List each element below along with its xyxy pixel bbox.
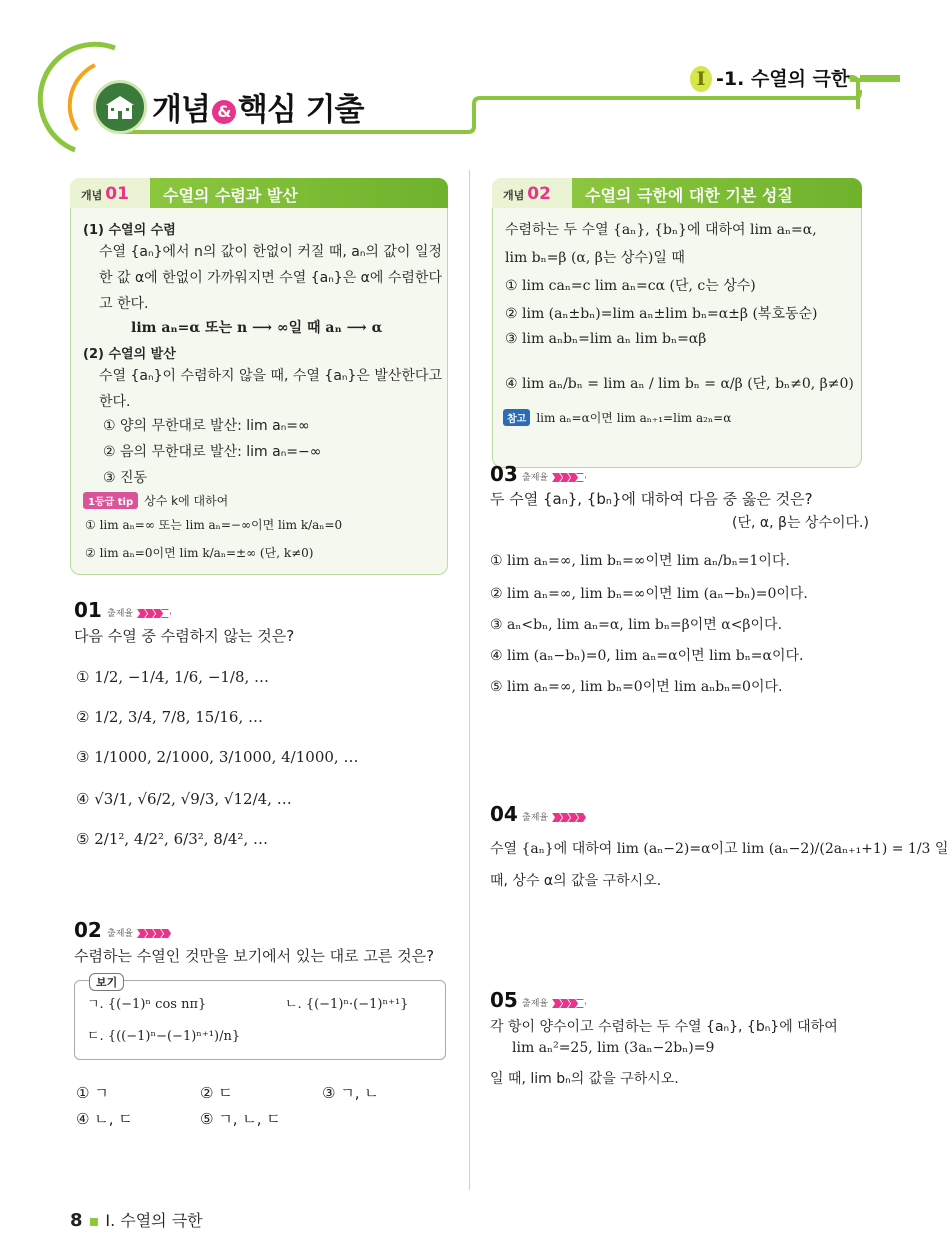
answer-choice[interactable]: ④ lim (aₙ−bₙ)=0, lim aₙ=α이면 lim bₙ=α이다. <box>490 648 804 664</box>
property-item: ① lim caₙ=c lim aₙ=cα (단, c는 상수) <box>505 278 756 294</box>
question-formula: lim aₙ²=25, lim (3aₙ−2bₙ)=9 <box>512 1040 715 1056</box>
concept-text: 수열 {aₙ}이 수렴하지 않을 때, 수열 {aₙ}은 발산한다고 <box>99 368 442 384</box>
question-stem: 다음 수열 중 수렴하지 않는 것은? <box>74 627 295 645</box>
concept-item: ① 양의 무한대로 발산: lim aₙ=∞ <box>103 418 310 434</box>
page-footer <box>70 1208 203 1231</box>
header-step-line <box>460 90 900 140</box>
answer-choice[interactable]: ⑤ 2/1², 4/2², 6/3², 8/4², … <box>76 830 268 848</box>
answer-choice[interactable]: ① 1/2, −1/4, 1/6, −1/8, … <box>76 668 270 686</box>
school-icon <box>93 80 147 134</box>
tip-badge: 1등급 tip <box>83 492 138 509</box>
difficulty-label: 출제율 <box>107 606 169 619</box>
tip-item: ① lim aₙ=∞ 또는 lim aₙ=−∞이면 lim k/aₙ=0 <box>85 518 343 532</box>
concept-item: ② 음의 무한대로 발산: lim aₙ=−∞ <box>103 444 322 460</box>
reference-line: 참고 lim aₙ=α이면 lim aₙ₊₁=lim a₂ₙ=α <box>503 409 731 426</box>
concept-box-01 <box>70 178 448 575</box>
concept-title: 수열의 수렴과 발산 <box>163 186 298 205</box>
question-number: 02 <box>74 918 102 942</box>
difficulty-arrows <box>552 813 584 823</box>
answer-choice[interactable]: ② lim aₙ=∞, lim bₙ=∞이면 lim (aₙ−bₙ)=0이다. <box>490 586 808 602</box>
concept-title: 수열의 극한에 대한 기본 성질 <box>585 186 793 205</box>
footer-dot: ▪ <box>88 1211 100 1230</box>
question-stem: 일 때, lim bₙ의 값을 구하시오. <box>490 1071 679 1087</box>
property-item: ② lim (aₙ±bₙ)=lim aₙ±lim bₙ=α±β (복호동순) <box>505 306 818 322</box>
header-line <box>120 130 465 134</box>
question-number: 01 <box>74 598 102 622</box>
concept-text: 한 값 α에 한없이 가까워지면 수열 {aₙ}은 α에 수렴한다 <box>99 270 442 286</box>
difficulty-label: 출제율 <box>522 996 584 1009</box>
difficulty-arrows <box>137 929 169 939</box>
tip-line: 1등급 tip 상수 k에 대하여 <box>83 492 228 509</box>
difficulty-label: 출제율 <box>522 470 584 483</box>
question-number: 04 <box>490 802 518 826</box>
bogi-item: ㄷ. {((−1)ⁿ−(−1)ⁿ⁺¹)/n} <box>87 1029 241 1044</box>
tip-item: ② lim aₙ=0이면 lim k/aₙ=±∞ (단, k≠0) <box>85 546 314 560</box>
question-number: 05 <box>490 988 518 1012</box>
ampersand-badge: & <box>212 100 236 124</box>
answer-choice[interactable]: ① ㄱ <box>76 1084 109 1102</box>
concept-item: ③ 진동 <box>103 470 148 486</box>
answer-choice[interactable]: ③ ㄱ, ㄴ <box>322 1084 379 1102</box>
bogi-label: 보기 <box>89 973 124 991</box>
bogi-item: ㄱ. {(−1)ⁿ cos nπ} <box>87 997 207 1012</box>
chapter-label: I -1. 수열의 극한 <box>690 64 849 92</box>
formula: lim aₙ=α 또는 n ⟶ ∞일 때 aₙ ⟶ α <box>131 320 383 336</box>
concept-box-02 <box>492 178 862 468</box>
concept-tag: 개념 01 <box>81 184 129 204</box>
answer-choice[interactable]: ① lim aₙ=∞, lim bₙ=∞이면 lim aₙ/bₙ=1이다. <box>490 553 790 569</box>
difficulty-arrows <box>552 999 584 1009</box>
property-item: ③ lim aₙbₙ=lim aₙ lim bₙ=αβ <box>505 331 707 347</box>
difficulty-label: 출제율 <box>522 810 584 823</box>
reference-badge: 참고 <box>503 409 530 426</box>
footer-chapter: I. 수열의 극한 <box>105 1211 203 1230</box>
header-corner <box>848 75 860 109</box>
section-heading: (1) 수열의 수렴 <box>83 223 176 238</box>
bogi-box <box>74 976 446 1060</box>
answer-choice[interactable]: ④ √3/1, √6/2, √9/3, √12/4, … <box>76 790 292 808</box>
difficulty-label: 출제율 <box>107 926 169 939</box>
property-item: ④ lim aₙ/bₙ = lim aₙ / lim bₙ = α/β (단, bₙ≠0, β≠0) <box>505 376 854 392</box>
question-stem: 두 수열 {aₙ}, {bₙ}에 대하여 다음 중 옳은 것은? <box>490 490 813 508</box>
concept-text: 고 한다. <box>99 296 149 312</box>
question-stem: 수열 {aₙ}에 대하여 lim (aₙ−2)=α이고 lim (aₙ−2)/(2aₙ₊₁+1) = 1/3 일 <box>490 841 948 857</box>
question-note: (단, α, β는 상수이다.) <box>732 515 869 531</box>
difficulty-arrows <box>552 473 584 483</box>
concept-text: 한다. <box>99 394 131 410</box>
header-line-end <box>860 75 900 79</box>
question-number: 03 <box>490 462 518 486</box>
difficulty-arrows <box>137 609 169 619</box>
answer-choice[interactable]: ② ㄷ <box>200 1084 233 1102</box>
question-stem: 각 항이 양수이고 수렴하는 두 수열 {aₙ}, {bₙ}에 대하여 <box>490 1019 838 1035</box>
page-title: 개념 & 핵심 기출 <box>152 92 364 128</box>
answer-choice[interactable]: ⑤ ㄱ, ㄴ, ㄷ <box>200 1110 281 1128</box>
question-stem: 수렴하는 수열인 것만을 보기에서 있는 대로 고른 것은? <box>74 947 435 965</box>
answer-choice[interactable]: ⑤ lim aₙ=∞, lim bₙ=0이면 lim aₙbₙ=0이다. <box>490 679 783 695</box>
bogi-item: ㄴ. {(−1)ⁿ·(−1)ⁿ⁺¹} <box>285 997 409 1012</box>
concept-text: 수렴하는 두 수열 {aₙ}, {bₙ}에 대하여 lim aₙ=α, <box>505 222 817 238</box>
answer-choice[interactable]: ③ 1/1000, 2/1000, 3/1000, 4/1000, … <box>76 748 359 766</box>
answer-choice[interactable]: ③ aₙ<bₙ, lim aₙ=α, lim bₙ=β이면 α<β이다. <box>490 617 783 633</box>
question-stem: 때, 상수 α의 값을 구하시오. <box>490 873 662 889</box>
concept-text: 수열 {aₙ}에서 n의 값이 한없이 커질 때, aₙ의 값이 일정 <box>99 244 442 260</box>
page-number: 8 <box>70 1210 83 1231</box>
answer-choice[interactable]: ② 1/2, 3/4, 7/8, 15/16, … <box>76 708 264 726</box>
column-divider <box>469 170 470 1190</box>
concept-text: lim bₙ=β (α, β는 상수)일 때 <box>505 250 685 266</box>
answer-choice[interactable]: ④ ㄴ, ㄷ <box>76 1110 133 1128</box>
concept-tag: 개념 02 <box>503 184 551 204</box>
chapter-badge: I <box>690 66 712 92</box>
section-heading: (2) 수열의 발산 <box>83 347 176 362</box>
